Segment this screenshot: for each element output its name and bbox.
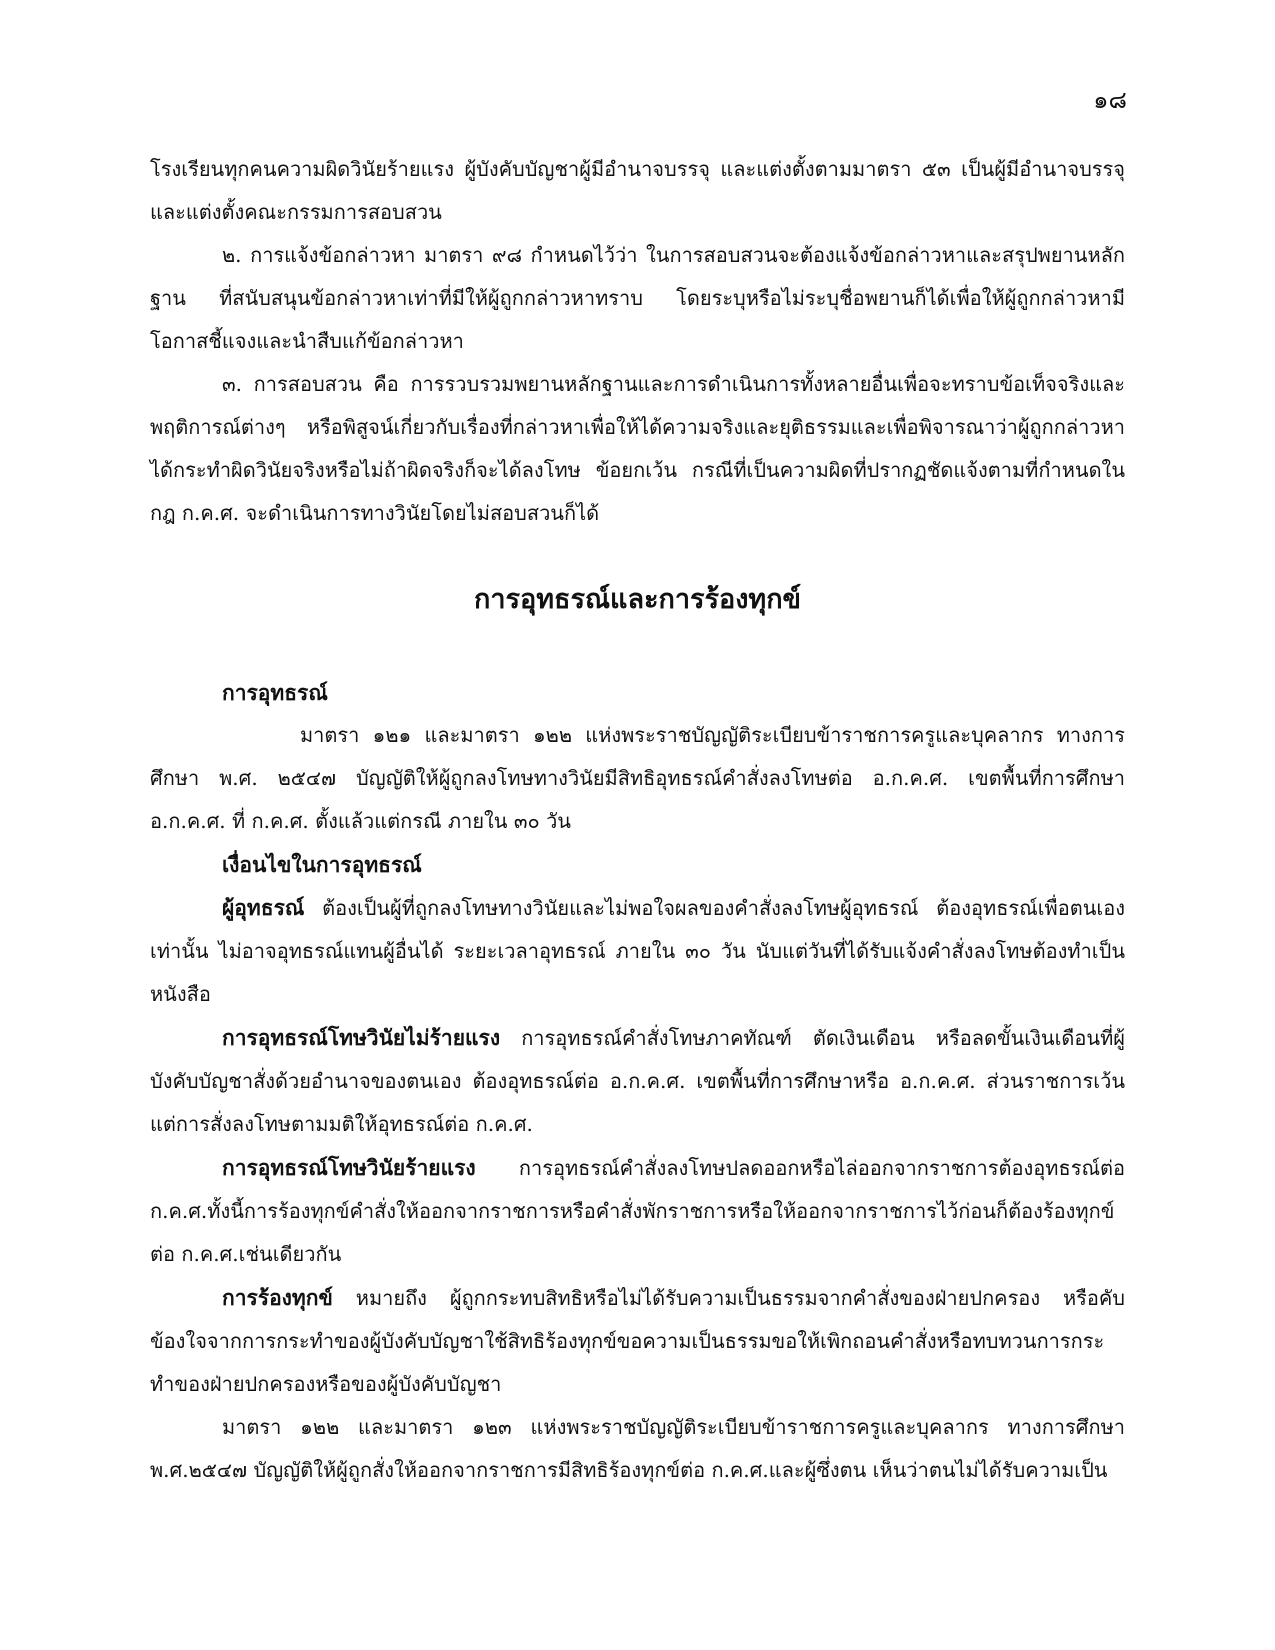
subheading-appeal: การอุทธรณ์ xyxy=(222,680,328,705)
page-number: ๑๘ xyxy=(1093,86,1127,114)
section-heading: การอุทธรณ์และการร้องทุกข์ xyxy=(473,584,802,615)
term-appellant: ผู้อุทธรณ์ xyxy=(222,895,305,920)
paragraph-investigation: ๓. การสอบสวน คือ การรวบรวมพยานหลักฐานและการดำเนินการทั้งหลายอื่นเพื่อจะทราบข้อเท็จจริงและพฤติการณ์ต่างๆ หรือพิสูจน์เกี่ยวกับเรื่องที่กล่าวหาเพื่อให้ได้ความจริงและยุติธรรมและเพื่อพิจารณาว่าผู้ถูกกล่าวหาได้กระทำผิดวินัยจริงหรือไม่ถ้าผิดจริงก็จะได้ลงโทษ ข้อยกเว้น กรณีที่เป็นความผิดที่ปรากฏชัดแจ้งตามที่กำหนดในกฎ ก.ค.ศ. จะดำเนินการทางวินัยโดยไม่สอบสวนก็ได้ xyxy=(150,372,1125,525)
term-serious-appeal: การอุทธรณ์โทษวินัยร้ายแรง xyxy=(222,1155,476,1180)
paragraph-complaint xyxy=(150,1276,1125,1406)
paragraph-appeal: มาตรา ๑๒๑ และมาตรา ๑๒๒ แห่งพระราชบัญญัติระเบียบข้าราชการครูและบุคลากร ทางการศึกษา พ.ศ. ๒๕๔๗ บัญญัติให้ผู้ถูกลงโทษทางวินัยมีสิทธิอุทธรณ์คำสั่งลงโทษต่อ อ.ก.ค.ศ. เขตพื้นที่การศึกษา อ.ก.ค.ศ. ที่ ก.ค.ศ. ตั้งแล้วแต่กรณี ภายใน ๓๐ วัน xyxy=(150,723,1125,833)
text-serious-appeal: การอุทธรณ์คำสั่งลงโทษปลดออกหรือไล่ออกจากราชการต้องอุทธรณ์ต่อ ก.ค.ศ.ทั้งนี้การร้องทุกข์คำสั่งให้ออกจากราชการหรือคำสั่งพักราชการหรือให้ออกจากราชการไว้ก่อนก็ต้องร้องทุกข์ต่อ ก.ค.ศ.เช่นเดียวกัน xyxy=(150,1156,1125,1266)
paragraph-serious-appeal xyxy=(150,1146,1125,1276)
paragraph-complaint-law: มาตรา ๑๒๒ และมาตรา ๑๒๓ แห่งพระราชบัญญัติระเบียบข้าราชการครูและบุคลากร ทางการศึกษา พ.ศ.๒๕๔๗ บัญญัติให้ผู้ถูกสั่งให้ออกจากราชการมีสิทธิร้องทุกข์ต่อ ก.ค.ศ.และผู้ซึ่งตน เห็นว่าตนไม่ได้รับความเป็น xyxy=(150,1415,1125,1482)
paragraph-appellant xyxy=(150,886,1125,1016)
document-body xyxy=(150,148,1125,1492)
term-minor-appeal: การอุทธรณ์โทษวินัยไม่ร้ายแรง xyxy=(222,1025,501,1050)
subheading-conditions: เงื่อนไขในการอุทธรณ์ xyxy=(222,852,422,877)
text-appellant: ต้องเป็นผู้ที่ถูกลงโทษทางวินัยและไม่พอใจผลของคำสั่งลงโทษผู้อุทธรณ์ ต้องอุทธรณ์เพื่อตนเองเท่านั้น ไม่อาจอุทธรณ์แทนผู้อื่นได้ ระยะเวลาอุทธรณ์ ภายใน ๓๐ วัน นับแต่วันที่ได้รับแจ้งคำสั่งลงโทษต้องทำเป็นหนังสือ xyxy=(150,896,1125,1006)
term-complaint: การร้องทุกข์ xyxy=(222,1285,333,1310)
paragraph-continuation: โรงเรียนทุกคนความผิดวินัยร้ายแรง ผู้บังคับบัญชาผู้มีอำนาจบรรจุ และแต่งตั้งตามมาตรา ๕๓ เป็นผู้มีอำนาจบรรจุและแต่งตั้งคณะกรรมการสอบสวน xyxy=(150,157,1125,224)
text-complaint: หมายถึง ผู้ถูกกระทบสิทธิหรือไม่ได้รับความเป็นธรรมจากคำสั่งของฝ่ายปกครอง หรือคับข้องใจจากการกระทำของผู้บังคับบัญชาใช้สิทธิร้องทุกข์ขอความเป็นธรรมขอให้เพิกถอนคำสั่งหรือทบทวนการกระทำของฝ่ายปกครองหรือของผู้บังคับบัญชา xyxy=(150,1286,1125,1396)
paragraph-notification: ๒. การแจ้งข้อกล่าวหา มาตรา ๙๘ กำหนดไว้ว่า ในการสอบสวนจะต้องแจ้งข้อกล่าวหาและสรุปพยานหลักฐาน ที่สนับสนุนข้อกล่าวหาเท่าที่มีให้ผู้ถูกกล่าวหาทราบ โดยระบุหรือไม่ระบุชื่อพยานก็ได้เพื่อให้ผู้ถูกกล่าวหามีโอกาสชี้แจงและนำสืบแก้ข้อกล่าวหา xyxy=(150,243,1125,353)
text-minor-appeal: การอุทธรณ์คำสั่งโทษภาคทัณฑ์ ตัดเงินเดือน หรือลดขั้นเงินเดือนที่ผู้บังคับบัญชาสั่งด้วยอำนาจของตนเอง ต้องอุทธรณ์ต่อ อ.ก.ค.ศ. เขตพื้นที่การศึกษาหรือ อ.ก.ค.ศ. ส่วนราชการเว้นแต่การสั่งลงโทษตามมติให้อุทธรณ์ต่อ ก.ค.ศ. xyxy=(150,1026,1125,1136)
paragraph-minor-appeal xyxy=(150,1016,1125,1146)
